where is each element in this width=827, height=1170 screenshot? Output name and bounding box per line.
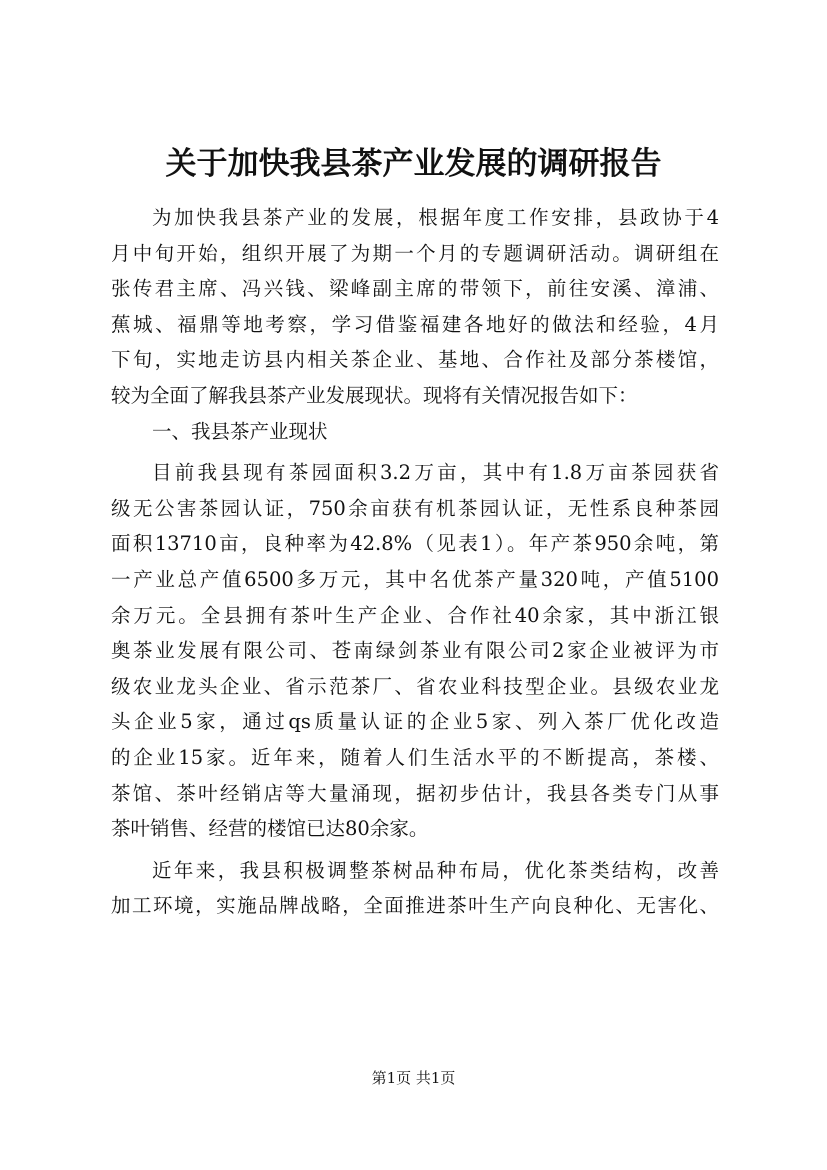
section-heading-text: 一、我县茶产业现状 bbox=[152, 419, 328, 443]
text-line: 的企业15家。近年来，随着人们生活水平的不断提高，茶楼、 bbox=[111, 745, 719, 769]
text-line: 头企业5家，通过qs质量认证的企业5家、列入茶厂优化改造 bbox=[111, 710, 719, 734]
text-line: 目前我县现有茶园面积3.2万亩，其中有1.8万亩茶园获省 bbox=[152, 461, 719, 485]
text-line: 张传君主席、冯兴钱、梁峰副主席的带领下，前往安溪、漳浦、 bbox=[111, 277, 719, 301]
text-line: 蕉城、福鼎等地考察，学习借鉴福建各地好的做法和经验，4月 bbox=[111, 312, 719, 336]
document-title: 关于加快我县茶产业发展的调研报告 bbox=[165, 146, 662, 182]
paragraph-intro bbox=[111, 200, 719, 414]
section-heading bbox=[111, 414, 719, 450]
text-line: 一产业总产值6500多万元，其中名优茶产量320吨，产值5100 bbox=[111, 567, 719, 591]
text-line: 级无公害茶园认证，750余亩获有机茶园认证，无性系良种茶园 bbox=[111, 496, 719, 520]
document-body bbox=[111, 200, 719, 924]
text-line: 下旬，实地走访县内相关茶企业、基地、合作社及部分茶楼馆， bbox=[111, 348, 719, 372]
text-line: 面积13710亩，良种率为42.8%（见表1）。年产茶950余吨，第 bbox=[111, 532, 719, 556]
text-line: 茶馆、茶叶经销店等大量涌现，据初步估计，我县各类专门从事 bbox=[111, 781, 719, 805]
text-line: 余万元。全县拥有茶叶生产企业、合作社40余家，其中浙江银 bbox=[111, 603, 719, 627]
text-line: 近年来，我县积极调整茶树品种布局，优化茶类结构，改善 bbox=[152, 858, 719, 882]
text-line: 级农业龙头企业、省示范茶厂、省农业科技型企业。县级农业龙 bbox=[111, 674, 719, 698]
text-line: 加工环境，实施品牌战略，全面推进茶叶生产向良种化、无害化、 bbox=[111, 894, 719, 918]
page-number-footer: 第1页 共1页 bbox=[371, 1069, 456, 1087]
paragraph-current-status bbox=[111, 455, 719, 847]
text-line: 茶叶销售、经营的楼馆已达80余家。 bbox=[111, 817, 429, 841]
text-line: 为加快我县茶产业的发展，根据年度工作安排，县政协于4 bbox=[152, 206, 719, 229]
paragraph-recent-years bbox=[111, 853, 719, 924]
text-line: 月中旬开始，组织开展了为期一个月的专题调研活动。调研组在 bbox=[111, 241, 719, 265]
text-line: 较为全面了解我县茶产业发展现状。现将有关情况报告如下： bbox=[111, 383, 638, 407]
text-line: 奥茶业发展有限公司、苍南绿剑茶业有限公司2家企业被评为市 bbox=[111, 639, 719, 663]
